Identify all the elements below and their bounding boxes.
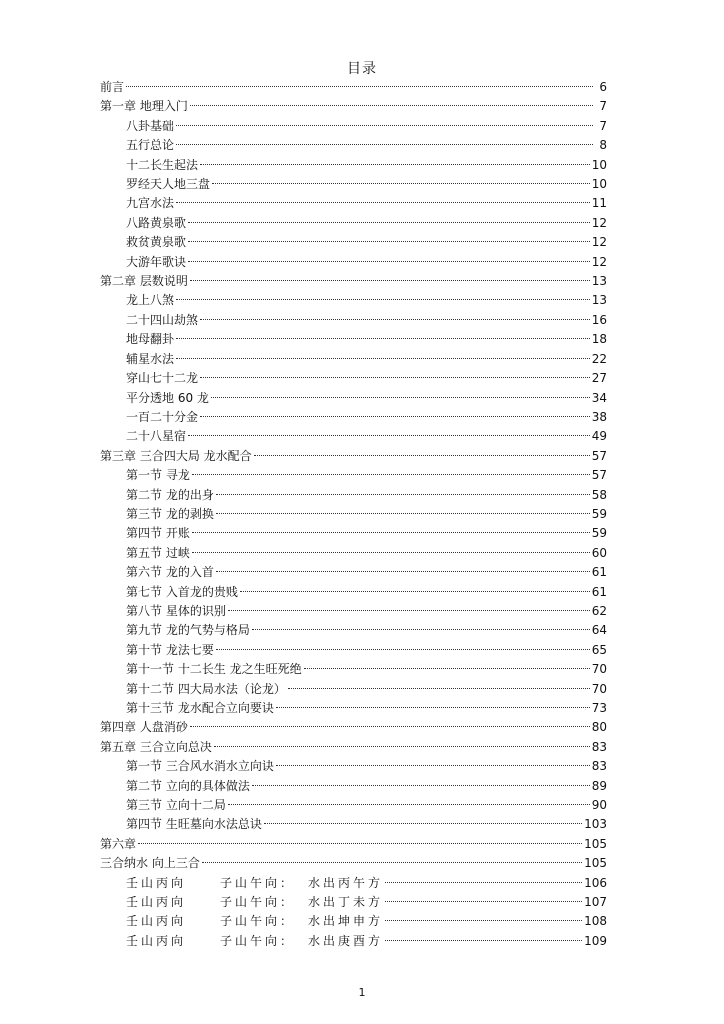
toc-entry[interactable] bbox=[100, 524, 607, 543]
toc-entry-label: 平分透地 60 龙 bbox=[126, 390, 209, 405]
dot-leader bbox=[252, 628, 590, 630]
toc-entry-label: 第一节 三合风水消水立向诀 bbox=[126, 759, 274, 774]
toc-entry-label: 穿山七十二龙 bbox=[126, 371, 199, 386]
toc-entry-label: 三合纳水 向上三合 bbox=[100, 856, 200, 871]
toc-entry-label: 龙上八煞 bbox=[126, 293, 175, 308]
toc-entry-page: 80 bbox=[591, 720, 607, 735]
toc-entry-page: 12 bbox=[591, 215, 607, 230]
toc-entry-label: 辅星水法 bbox=[126, 351, 175, 366]
toc-entry-label: 第十节 龙法七要 bbox=[126, 642, 214, 657]
toc-entry-page: 107 bbox=[584, 895, 607, 910]
toc-entry-page: 59 bbox=[591, 526, 607, 541]
toc-entry[interactable] bbox=[100, 447, 607, 466]
toc-entry-label bbox=[126, 912, 383, 931]
toc-entry-label: 第十二节 四大局水法（论龙） bbox=[126, 681, 286, 696]
toc-entry[interactable] bbox=[100, 777, 607, 796]
dot-leader bbox=[211, 396, 590, 398]
toc-entry[interactable] bbox=[100, 505, 607, 524]
dot-leader bbox=[216, 512, 590, 514]
toc-entry-page: 108 bbox=[584, 914, 607, 929]
dot-leader bbox=[288, 687, 590, 689]
toc-entry[interactable] bbox=[100, 78, 607, 97]
toc-entry[interactable] bbox=[100, 350, 607, 369]
dot-leader bbox=[188, 434, 590, 436]
dot-leader bbox=[176, 201, 590, 203]
dot-leader bbox=[385, 881, 582, 883]
toc-entry[interactable] bbox=[100, 912, 607, 931]
toc-entry[interactable] bbox=[100, 815, 607, 834]
toc-entry-label bbox=[126, 874, 383, 893]
dot-leader bbox=[176, 298, 590, 300]
toc-entry-label: 前言 bbox=[100, 80, 125, 94]
dot-leader bbox=[304, 667, 590, 669]
toc-entry[interactable] bbox=[100, 175, 607, 194]
toc-entry-page: 49 bbox=[591, 429, 607, 444]
toc-entry-label: 第一章 地理入门 bbox=[100, 99, 188, 114]
dot-leader bbox=[190, 725, 590, 727]
dot-leader bbox=[200, 376, 590, 378]
toc-entry-page: 61 bbox=[591, 584, 607, 599]
toc-entry[interactable] bbox=[100, 874, 607, 893]
toc-entry-label: 大游年歌诀 bbox=[126, 254, 187, 269]
toc-entry-page: 22 bbox=[591, 351, 607, 366]
dot-leader bbox=[276, 706, 590, 708]
toc-entry-page: 89 bbox=[591, 778, 607, 793]
toc-entry-page: 58 bbox=[591, 487, 607, 502]
toc-entry[interactable] bbox=[100, 835, 607, 854]
toc-entry[interactable] bbox=[100, 291, 607, 310]
dot-leader bbox=[385, 919, 582, 921]
toc-entry-label-part: 壬山丙向 bbox=[126, 914, 187, 929]
toc-entry-page: 8 bbox=[599, 138, 607, 153]
toc-entry-label: 地母翻卦 bbox=[126, 332, 175, 347]
dot-leader bbox=[176, 124, 593, 126]
dot-leader bbox=[228, 609, 590, 611]
toc-entry-page: 59 bbox=[591, 506, 607, 521]
dot-leader bbox=[126, 85, 593, 87]
toc-entry-label: 二十八星宿 bbox=[126, 429, 187, 444]
dot-leader bbox=[216, 570, 590, 572]
toc-entry-page: 13 bbox=[591, 274, 607, 289]
dot-leader bbox=[176, 357, 590, 359]
toc-entry-label: 五行总论 bbox=[126, 138, 175, 153]
toc-entry-page: 65 bbox=[591, 642, 607, 657]
toc-entry-label-part: 壬山丙向 bbox=[126, 895, 187, 910]
dot-leader bbox=[216, 648, 590, 650]
toc-entry[interactable] bbox=[100, 621, 607, 640]
toc-entry-page: 18 bbox=[591, 332, 607, 347]
dot-leader bbox=[188, 260, 590, 262]
toc-entry-page: 105 bbox=[584, 856, 607, 871]
dot-leader bbox=[190, 104, 593, 106]
toc-entry-label-part: 水出丁未方 bbox=[308, 895, 384, 910]
toc-entry-page: 16 bbox=[591, 312, 607, 327]
toc-entry[interactable] bbox=[100, 602, 607, 621]
toc-entry-page: 38 bbox=[591, 409, 607, 424]
toc-entry-page: 11 bbox=[591, 196, 607, 211]
page-number: 1 bbox=[358, 986, 366, 999]
toc-entry-label: 第三节 龙的剥换 bbox=[126, 506, 214, 521]
toc-entry-label: 九宫水法 bbox=[126, 196, 175, 211]
dot-leader bbox=[214, 745, 590, 747]
toc-entry-page: 34 bbox=[591, 390, 607, 405]
toc-entry[interactable] bbox=[100, 486, 607, 505]
toc-entry[interactable] bbox=[100, 757, 607, 776]
toc-entry-page: 83 bbox=[591, 739, 607, 754]
toc-entry-label: 第二节 立向的具体做法 bbox=[126, 778, 250, 793]
dot-leader bbox=[200, 415, 590, 417]
toc-entry-page: 13 bbox=[591, 293, 607, 308]
toc-entry[interactable] bbox=[100, 272, 607, 291]
dot-leader bbox=[228, 803, 590, 805]
toc-entry-page: 70 bbox=[591, 681, 607, 696]
toc-entry-label: 罗经天人地三盘 bbox=[126, 177, 211, 192]
toc-entry[interactable] bbox=[100, 563, 607, 582]
dot-leader bbox=[192, 473, 590, 475]
toc-entry-label: 第三章 三合四大局 龙水配合 bbox=[100, 448, 252, 463]
toc-entry[interactable] bbox=[100, 854, 607, 873]
toc-entry-label: 第二节 龙的出身 bbox=[126, 487, 214, 502]
toc-entry-label: 第九节 龙的气势与格局 bbox=[126, 623, 250, 638]
toc-entry-label-part: 壬山丙向 bbox=[126, 875, 187, 890]
toc-entry[interactable] bbox=[100, 583, 607, 602]
toc-entry[interactable] bbox=[100, 408, 607, 427]
toc-entry-page: 62 bbox=[591, 603, 607, 618]
toc-entry[interactable] bbox=[100, 427, 607, 446]
toc-entry-label: 第十一节 十二长生 龙之生旺死绝 bbox=[126, 662, 302, 677]
toc-entry-label bbox=[126, 893, 383, 912]
toc-entry[interactable] bbox=[100, 194, 607, 213]
toc-entry-page: 106 bbox=[584, 875, 607, 890]
toc-entry-label: 第四节 开账 bbox=[126, 526, 190, 541]
dot-leader bbox=[190, 279, 590, 281]
dot-leader bbox=[212, 182, 590, 184]
toc-entry-label: 第三节 立向十二局 bbox=[126, 798, 226, 813]
toc-entry[interactable] bbox=[100, 97, 607, 116]
toc-entry-page: 60 bbox=[591, 545, 607, 560]
toc-entry-page: 10 bbox=[591, 157, 607, 172]
toc-entry-page: 10 bbox=[591, 177, 607, 192]
toc-entry-label: 一百二十分金 bbox=[126, 409, 199, 424]
toc-entry-label: 八卦基础 bbox=[126, 118, 175, 133]
toc-entry-label: 第八节 星体的识别 bbox=[126, 603, 226, 618]
toc-entry-label: 第五节 过峡 bbox=[126, 545, 190, 560]
dot-leader bbox=[200, 163, 590, 165]
dot-leader bbox=[276, 764, 590, 766]
toc-entry-label-part: 水出庚酉方 bbox=[308, 933, 384, 948]
toc-entry[interactable] bbox=[100, 253, 607, 272]
toc-entry-label: 第四节 生旺墓向水法总诀 bbox=[126, 817, 262, 832]
toc-entry-label: 八路黄泉歌 bbox=[126, 215, 187, 230]
toc-entry-page: 6 bbox=[599, 80, 607, 94]
toc-entry-label-part: 子山午向： bbox=[220, 933, 296, 948]
toc-entry-page: 73 bbox=[591, 701, 607, 715]
toc-entry[interactable] bbox=[100, 641, 607, 660]
toc-entry[interactable] bbox=[100, 233, 607, 252]
toc-entry[interactable] bbox=[100, 389, 607, 408]
toc-entry-page: 57 bbox=[591, 448, 607, 463]
toc-entry[interactable] bbox=[100, 699, 607, 718]
toc-entry-label: 第七节 入首龙的贵贱 bbox=[126, 584, 238, 599]
dot-leader bbox=[216, 493, 590, 495]
toc-entry[interactable] bbox=[100, 311, 607, 330]
toc-entry[interactable] bbox=[100, 796, 607, 815]
toc-entry-label: 第六节 龙的入首 bbox=[126, 565, 214, 580]
dot-leader bbox=[385, 900, 582, 902]
toc-entry-label: 十二长生起法 bbox=[126, 157, 199, 172]
toc-entry[interactable] bbox=[100, 466, 607, 485]
toc-entry-label-part: 水出丙午方 bbox=[308, 875, 384, 890]
table-of-contents bbox=[100, 78, 607, 951]
toc-entry-label: 二十四山劫煞 bbox=[126, 312, 199, 327]
toc-entry-label: 第十三节 龙水配合立向要诀 bbox=[126, 701, 274, 715]
toc-entry[interactable] bbox=[100, 680, 607, 699]
toc-entry-page: 12 bbox=[591, 254, 607, 269]
toc-entry-page: 61 bbox=[591, 565, 607, 580]
toc-entry-label-part: 水出坤申方 bbox=[308, 914, 384, 929]
toc-entry[interactable] bbox=[100, 718, 607, 737]
toc-entry-label-part: 子山午向： bbox=[220, 914, 296, 929]
dot-leader bbox=[200, 318, 590, 320]
toc-entry[interactable] bbox=[100, 117, 607, 136]
toc-entry-page: 70 bbox=[591, 662, 607, 677]
toc-entry-label: 第四章 人盘消砂 bbox=[100, 720, 188, 735]
toc-entry-page: 90 bbox=[591, 798, 607, 813]
dot-leader bbox=[252, 784, 590, 786]
toc-entry-page: 109 bbox=[584, 933, 607, 948]
toc-entry-label-part: 壬山丙向 bbox=[126, 933, 187, 948]
dot-leader bbox=[176, 143, 593, 145]
dot-leader bbox=[240, 590, 590, 592]
toc-title: 目录 bbox=[347, 61, 377, 77]
dot-leader bbox=[138, 842, 582, 844]
dot-leader bbox=[202, 861, 582, 863]
toc-entry-label-part: 子山午向： bbox=[220, 895, 296, 910]
dot-leader bbox=[264, 822, 582, 824]
dot-leader bbox=[188, 240, 590, 242]
toc-entry-label: 第五章 三合立向总决 bbox=[100, 739, 212, 754]
toc-entry-page: 7 bbox=[599, 99, 607, 114]
toc-entry[interactable] bbox=[100, 932, 607, 951]
toc-entry-label: 第六章 bbox=[100, 836, 137, 851]
toc-entry-label: 救贫黄泉歌 bbox=[126, 235, 187, 250]
toc-entry-label: 第一节 寻龙 bbox=[126, 468, 190, 483]
toc-entry[interactable] bbox=[100, 330, 607, 349]
toc-entry-label: 第二章 层数说明 bbox=[100, 274, 188, 289]
toc-entry[interactable] bbox=[100, 544, 607, 563]
toc-entry-page: 105 bbox=[584, 836, 607, 851]
toc-entry-page: 103 bbox=[584, 817, 607, 832]
dot-leader bbox=[192, 551, 590, 553]
dot-leader bbox=[176, 337, 590, 339]
toc-entry-page: 83 bbox=[591, 759, 607, 774]
toc-entry-label-part: 子山午向： bbox=[220, 875, 296, 890]
dot-leader bbox=[385, 939, 582, 941]
toc-entry[interactable] bbox=[100, 738, 607, 757]
dot-leader bbox=[254, 454, 590, 456]
toc-entry[interactable] bbox=[100, 214, 607, 233]
dot-leader bbox=[188, 221, 590, 223]
toc-entry[interactable] bbox=[100, 369, 607, 388]
toc-entry-page: 7 bbox=[599, 118, 607, 133]
toc-entry-page: 12 bbox=[591, 235, 607, 250]
toc-entry-label bbox=[126, 932, 383, 951]
toc-entry[interactable] bbox=[100, 660, 607, 679]
toc-entry-page: 57 bbox=[591, 468, 607, 483]
toc-entry-page: 27 bbox=[591, 371, 607, 386]
toc-entry[interactable] bbox=[100, 893, 607, 912]
toc-entry[interactable] bbox=[100, 136, 607, 155]
toc-entry-page: 64 bbox=[591, 623, 607, 638]
toc-entry[interactable] bbox=[100, 156, 607, 175]
dot-leader bbox=[192, 531, 590, 533]
